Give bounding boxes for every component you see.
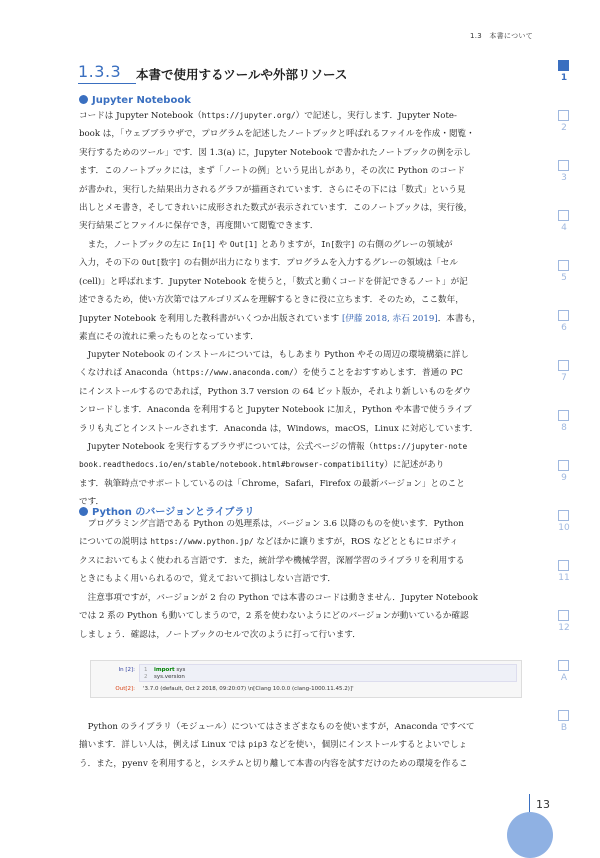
section-number-underline <box>78 83 136 84</box>
text-line <box>79 589 526 607</box>
text-run: (cell)」と呼ばれます．Jupyter Notebook を使うと，「数式と動くコードを併記できるノート」が記 <box>79 276 468 287</box>
text-run: 述できるため，使い方次第ではアルゴリズムを理解するときに役に立ちます．そのため，ここ数年， <box>79 295 464 306</box>
text-line <box>79 291 526 309</box>
text-line <box>79 607 526 625</box>
text-line <box>79 310 526 328</box>
code-inline: Out[数字] <box>141 258 181 268</box>
paragraph-jupyter-intro <box>79 107 526 236</box>
input-prompt: In [2]: <box>118 667 135 673</box>
chapter-tab-label: 7 <box>561 373 567 383</box>
chapter-tab-4 <box>553 210 577 250</box>
text-run: などを使い，個別にインストールするとよいでしょ <box>267 740 468 751</box>
text-line <box>79 736 526 754</box>
square-marker-icon <box>558 510 569 521</box>
code-inline: In[数字] <box>320 240 356 249</box>
code-inline: Out[1] <box>229 240 259 249</box>
text-run: の右側が出力になります．プログラムを入力するグレーの領域は「セル <box>180 258 458 269</box>
text-line <box>79 533 526 551</box>
bullet-dot-icon <box>79 95 88 104</box>
paragraph-browser <box>79 438 526 512</box>
code-inline: book.readthedocs.io/en/stable/notebook.html#browser-compatibility <box>79 460 385 470</box>
text-run: 実行結果ごとファイルに保存でき，再度開いて閲覧できます． <box>79 221 319 232</box>
section-heading <box>78 62 528 86</box>
text-line <box>79 755 526 773</box>
text-line <box>79 718 526 736</box>
paragraph-libraries <box>79 718 526 773</box>
text-line <box>79 475 526 493</box>
paragraph-notebook-cells <box>79 236 526 346</box>
code-line <box>154 667 185 673</box>
text-run: ）で記述し，実行します．Jupyter Note- <box>295 111 457 121</box>
chapter-tab-8 <box>553 410 577 450</box>
code-inline: pip3 <box>248 740 268 750</box>
code-inline: https://jupyter.org/ <box>201 111 296 120</box>
text-run: にインストールするのであれば，Python 3.7 version の 64 ビット版か，それより新しいものをダウ <box>79 386 471 397</box>
code-inline: In[1] <box>192 240 216 249</box>
chapter-tab-label: 5 <box>561 273 567 283</box>
text-line <box>79 107 526 125</box>
text-line <box>79 273 526 291</box>
square-marker-icon <box>558 660 569 671</box>
text-run: では 2 系の Python も動いてしまうので，2 系を使わないようにどのバージョンが動いているか確認 <box>79 611 469 622</box>
text-run: コードは Jupyter Notebook（ <box>79 111 202 121</box>
square-marker-icon <box>558 560 569 571</box>
text-run: ．本書も， <box>437 313 481 324</box>
text-line <box>79 254 526 272</box>
square-marker-icon <box>558 610 569 621</box>
chapter-tab-label: 6 <box>561 323 567 333</box>
text-run: くなければ Anaconda（ <box>79 368 177 379</box>
paragraph-caution <box>79 589 526 644</box>
subsection-title: Python のバージョンとライブラリ <box>92 507 255 518</box>
text-run: についての説明は <box>79 537 151 548</box>
chapter-tab-label: 9 <box>561 473 567 483</box>
text-line <box>79 570 526 588</box>
square-marker-icon <box>558 160 569 171</box>
chapter-tab-label: 1 <box>560 73 568 83</box>
chapter-tab-label: 10 <box>558 523 570 533</box>
text-line <box>79 328 526 346</box>
text-run: や <box>215 240 230 250</box>
chapter-tab-7 <box>553 360 577 400</box>
citation: [伊藤 2018, 赤石 2019] <box>341 313 438 324</box>
text-line <box>79 217 526 235</box>
corner-decoration <box>507 812 553 858</box>
code-output: '3.7.0 (default, Oct 2 2018, 09:20:07) \n[Clang 10.0.0 (clang-1000.11.45.2)]' <box>143 686 354 692</box>
square-marker-icon <box>558 710 569 721</box>
text-run: クスにおいてもよく使われる言語です．また，統計学や機械学習，深層学習のライブラリを利用する <box>79 555 465 566</box>
text-run: book は，「ウェブブラウザで，プログラムを記述したノートブックと呼ばれるファイルを作成・閲覧・ <box>79 129 475 140</box>
text-run: また，ノートブックの左に <box>79 240 193 250</box>
text-run: Python のライブラリ（モジュール）についてはさまざまなものを使いますが，Anaconda ですべて <box>79 722 475 732</box>
text-run: ラリも丸ごとインストールされます．Anaconda は，Windows，macOS，Linux に対応しています． <box>79 423 479 434</box>
output-prompt: Out[2]: <box>115 686 135 692</box>
text-line <box>79 383 526 401</box>
chapter-tab-label: B <box>560 723 568 733</box>
chapter-tab-5 <box>553 260 577 300</box>
chapter-tab-label: A <box>560 673 568 683</box>
code-text: sys <box>174 667 186 673</box>
square-marker-icon <box>558 410 569 421</box>
chapter-tab-label: 11 <box>558 573 570 583</box>
text-line <box>79 346 526 364</box>
page-number: 13 <box>536 798 550 811</box>
code-inline: https://jupyter-note <box>373 442 468 451</box>
text-line <box>79 236 526 254</box>
text-run: 素直にその流れに乗ったものとなっています． <box>79 331 259 342</box>
text-run: 揃います．詳しい人は，例えば Linux では <box>79 740 249 751</box>
text-run: ときにもよく用いられるので，覚えておいて損はしない言語です． <box>79 574 336 585</box>
text-run: 注意事項ですが，バージョンが 2 台の Python では本書のコードは動きません．Jupyter Notebook <box>79 593 478 603</box>
chapter-tab-1 <box>553 60 577 100</box>
chapter-tab-A <box>553 660 577 700</box>
line-number: 2 <box>144 674 148 680</box>
chapter-tab-9 <box>553 460 577 500</box>
text-run: 入力，その下の <box>79 258 142 269</box>
chapter-tab-B <box>553 710 577 750</box>
code-inline: https://www.python.jp/ <box>150 537 254 547</box>
section-number: 1.3.3 <box>78 62 122 81</box>
text-line <box>79 199 526 217</box>
page-number-rule <box>529 794 530 814</box>
text-run: 出しとメモ書き，そしてきれいに成形された数式が表示されています．このノートブックは，実行後， <box>79 202 473 213</box>
square-marker-icon <box>558 110 569 121</box>
text-run: プログラミング言語である Python の処理系は，バージョン 3.6 以降のものを使います．Python <box>79 519 464 529</box>
text-run: Jupyter Notebook のインストールについては，もしあまり Python やその周辺の環境構築に詳し <box>79 350 469 360</box>
text-run: ）を使うことをおすすめします．普通の PC <box>293 368 463 379</box>
section-title: 本書で使用するツールや外部リソース <box>136 67 348 82</box>
code-input-area <box>139 664 517 682</box>
text-run: です． <box>79 497 105 508</box>
text-line <box>79 144 526 162</box>
text-run: が書かれ，実行した結果出力されるグラフが描画されています．さらにその下には「数式」という見 <box>79 184 466 195</box>
text-line <box>79 515 526 533</box>
text-line <box>79 125 526 143</box>
code-cell <box>90 660 522 698</box>
chapter-tab-label: 8 <box>561 423 567 433</box>
line-number: 1 <box>144 667 148 673</box>
square-marker-icon <box>558 60 569 71</box>
text-line <box>79 420 526 438</box>
text-run: の右側のグレーの領域が <box>355 240 453 250</box>
text-run: ます．執筆時点でサポートしているのは「Chrome，Safari，Firefox の最新バージョン」とのこと <box>79 478 465 489</box>
text-line <box>79 626 526 644</box>
subsection-title: Jupyter Notebook <box>92 95 191 106</box>
text-run: ます．このノートブックには，まず「ノートの例」という見出しがあり，その次に Python のコード <box>79 166 466 177</box>
paragraph-installation <box>79 346 526 438</box>
code-inline: https://www.anaconda.com/ <box>176 368 294 378</box>
text-line <box>79 162 526 180</box>
text-line <box>79 438 526 456</box>
text-line <box>79 181 526 199</box>
chapter-tab-label: 3 <box>561 173 567 183</box>
running-header: 1.3 本書について <box>470 32 533 40</box>
chapter-tab-2 <box>553 110 577 150</box>
chapter-tab-10 <box>553 510 577 550</box>
text-run: しましょう．確認は，ノートブックのセルで次のように打って行います． <box>79 629 361 640</box>
paragraph-python-version <box>79 515 526 589</box>
chapter-tab-12 <box>553 610 577 650</box>
text-run: う．また，pyenv を利用すると，システムと切り離して本書の内容を試すだけのための環境を作るこ <box>79 758 468 769</box>
text-run: とありますが， <box>258 240 321 250</box>
square-marker-icon <box>558 260 569 271</box>
keyword: import <box>154 667 175 673</box>
text-line <box>79 401 526 419</box>
text-run: ンロードします．Anaconda を利用すると Jupyter Notebook に加え，Python や本書で使うライブ <box>79 405 472 416</box>
text-line <box>79 456 526 474</box>
text-run: ）に記述があり <box>384 460 445 471</box>
text-run: などほかに譲りますが，ROS などとともにロボティ <box>253 537 459 548</box>
square-marker-icon <box>558 460 569 471</box>
text-run: Jupyter Notebook を利用した教科書がいくつか出版されています <box>79 313 342 324</box>
code-line: sys.version <box>154 674 185 680</box>
text-run: 実行するためのツール」です．図 1.3(a) に，Jupyter Notebook で書かれたノートブックの例を示し <box>79 147 472 158</box>
chapter-tab-label: 4 <box>561 223 567 233</box>
text-line <box>79 364 526 382</box>
square-marker-icon <box>558 360 569 371</box>
text-line <box>79 552 526 570</box>
chapter-tab-label: 2 <box>561 123 567 133</box>
square-marker-icon <box>558 310 569 321</box>
chapter-tab-label: 12 <box>558 623 570 633</box>
square-marker-icon <box>558 210 569 221</box>
chapter-tab-6 <box>553 310 577 350</box>
text-run: Jupyter Notebook を実行するブラウザについては，公式ページの情報（ <box>79 442 374 452</box>
subsection-jupyter <box>79 95 191 106</box>
chapter-tab-11 <box>553 560 577 600</box>
chapter-tab-3 <box>553 160 577 200</box>
